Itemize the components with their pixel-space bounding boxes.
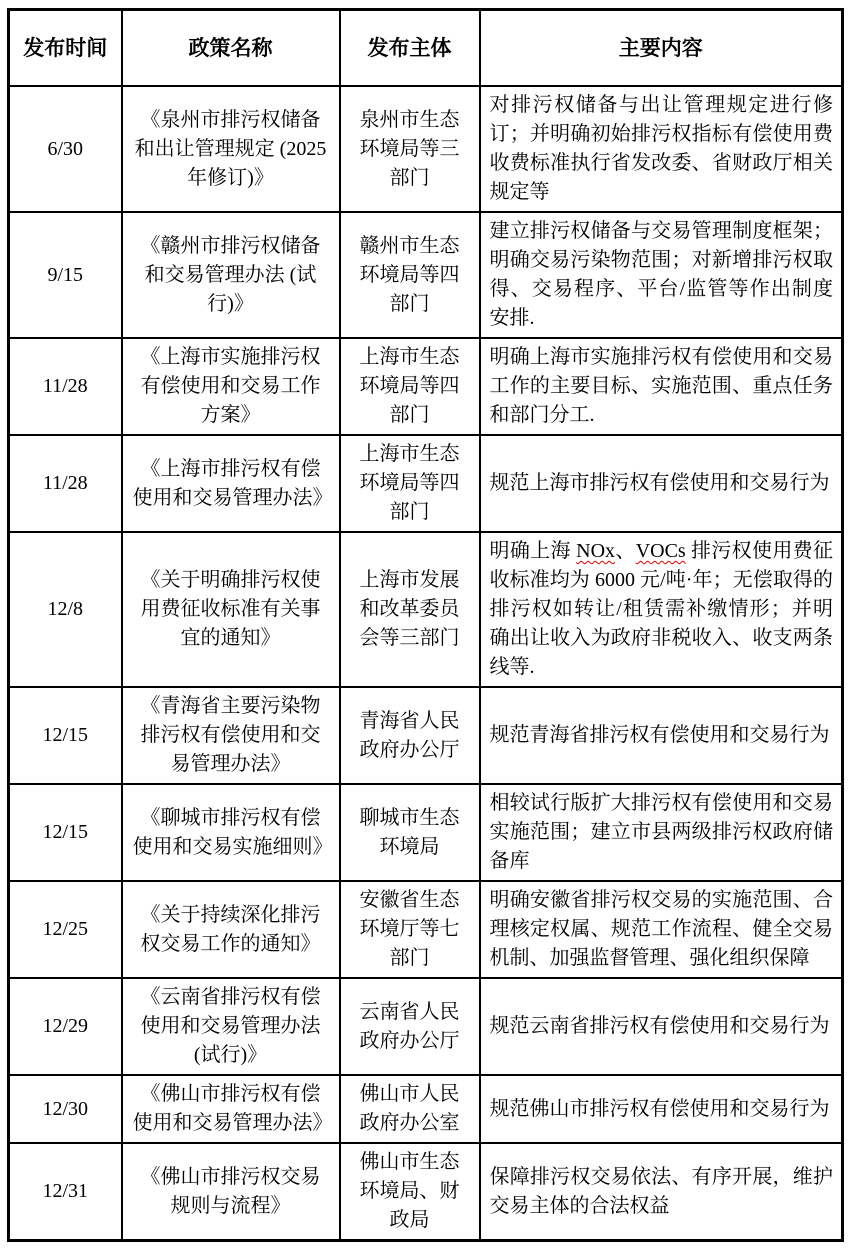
policy-name-cell: 《泉州市排污权储备和出让管理规定 (2025 年修订)》 (122, 86, 340, 212)
release-date-cell: 9/15 (9, 212, 122, 338)
header-release-date: 发布时间 (9, 10, 122, 87)
release-date-cell: 12/15 (9, 784, 122, 881)
main-content-cell: 明确安徽省排污权交易的实施范围、合理核定权属、规范工作流程、健全交易机制、加强监督管理、强化组织保障 (480, 881, 843, 978)
table-row (9, 86, 843, 212)
spellcheck-underline: VOCs (635, 540, 686, 562)
main-content-cell: 规范佛山市排污权有偿使用和交易行为 (480, 1075, 843, 1143)
policy-name-cell: 《青海省主要污染物排污权有偿使用和交易管理办法》 (122, 687, 340, 784)
table-row (9, 532, 843, 687)
publisher-cell: 上海市生态环境局等四部门 (340, 435, 480, 532)
publisher-cell: 上海市生态环境局等四部门 (340, 338, 480, 435)
main-content-cell: 相较试行版扩大排污权有偿使用和交易实施范围；建立市县两级排污权政府储备库 (480, 784, 843, 881)
policy-name-cell: 《佛山市排污权交易规则与流程》 (122, 1143, 340, 1241)
publisher-cell: 赣州市生态环境局等四部门 (340, 212, 480, 338)
publisher-cell: 聊城市生态环境局 (340, 784, 480, 881)
main-content-cell: 保障排污权交易依法、有序开展，维护交易主体的合法权益 (480, 1143, 843, 1241)
table-row (9, 881, 843, 978)
policy-name-cell: 《关于持续深化排污权交易工作的通知》 (122, 881, 340, 978)
policy-name-cell: 《关于明确排污权使用费征收标准有关事宜的通知》 (122, 532, 340, 687)
publisher-cell: 泉州市生态环境局等三部门 (340, 86, 480, 212)
policy-name-cell: 《赣州市排污权储备和交易管理办法 (试行)》 (122, 212, 340, 338)
release-date-cell: 11/28 (9, 338, 122, 435)
table-body (9, 86, 843, 1241)
table-row (9, 1143, 843, 1241)
release-date-cell: 12/25 (9, 881, 122, 978)
table-row (9, 435, 843, 532)
main-content-cell: 规范青海省排污权有偿使用和交易行为 (480, 687, 843, 784)
table-row (9, 687, 843, 784)
release-date-cell: 12/15 (9, 687, 122, 784)
publisher-cell: 云南省人民政府办公厅 (340, 978, 480, 1075)
main-content-cell: 规范云南省排污权有偿使用和交易行为 (480, 978, 843, 1075)
publisher-cell: 青海省人民政府办公厅 (340, 687, 480, 784)
policy-name-cell: 《聊城市排污权有偿使用和交易实施细则》 (122, 784, 340, 881)
release-date-cell: 11/28 (9, 435, 122, 532)
release-date-cell: 12/31 (9, 1143, 122, 1241)
main-content-cell: 建立排污权储备与交易管理制度框架；明确交易污染物范围；对新增排污权取得、交易程序、平台/监管等作出制度安排. (480, 212, 843, 338)
header-policy-name: 政策名称 (122, 10, 340, 87)
main-content-cell: 明确上海 NOx、VOCs 排污权使用费征收标准均为 6000 元/吨·年；无偿取得的排污权如转让/租赁需补缴情形；并明确出让收入为政府非税收入、收支两条线等. (480, 532, 843, 687)
main-content-cell: 明确上海市实施排污权有偿使用和交易工作的主要目标、实施范围、重点任务和部门分工. (480, 338, 843, 435)
publisher-cell: 上海市发展和改革委员会等三部门 (340, 532, 480, 687)
table-row (9, 784, 843, 881)
table-header-row (9, 10, 843, 87)
release-date-cell: 12/8 (9, 532, 122, 687)
header-publisher: 发布主体 (340, 10, 480, 87)
release-date-cell: 6/30 (9, 86, 122, 212)
policy-name-cell: 《佛山市排污权有偿使用和交易管理办法》 (122, 1075, 340, 1143)
publisher-cell: 佛山市人民政府办公室 (340, 1075, 480, 1143)
table-row (9, 338, 843, 435)
table-row (9, 978, 843, 1075)
policy-name-cell: 《上海市排污权有偿使用和交易管理办法》 (122, 435, 340, 532)
release-date-cell: 12/30 (9, 1075, 122, 1143)
policy-table (7, 8, 844, 1242)
header-main-content: 主要内容 (480, 10, 843, 87)
main-content-cell: 规范上海市排污权有偿使用和交易行为 (480, 435, 843, 532)
policy-name-cell: 《上海市实施排污权有偿使用和交易工作方案》 (122, 338, 340, 435)
table-row (9, 1075, 843, 1143)
publisher-cell: 佛山市生态环境局、财政局 (340, 1143, 480, 1241)
main-content-cell: 对排污权储备与出让管理规定进行修订；并明确初始排污权指标有偿使用费收费标准执行省发改委、省财政厅相关规定等 (480, 86, 843, 212)
publisher-cell: 安徽省生态环境厅等七部门 (340, 881, 480, 978)
spellcheck-underline: NOx (576, 540, 616, 562)
release-date-cell: 12/29 (9, 978, 122, 1075)
table-row (9, 212, 843, 338)
policy-name-cell: 《云南省排污权有偿使用和交易管理办法 (试行)》 (122, 978, 340, 1075)
